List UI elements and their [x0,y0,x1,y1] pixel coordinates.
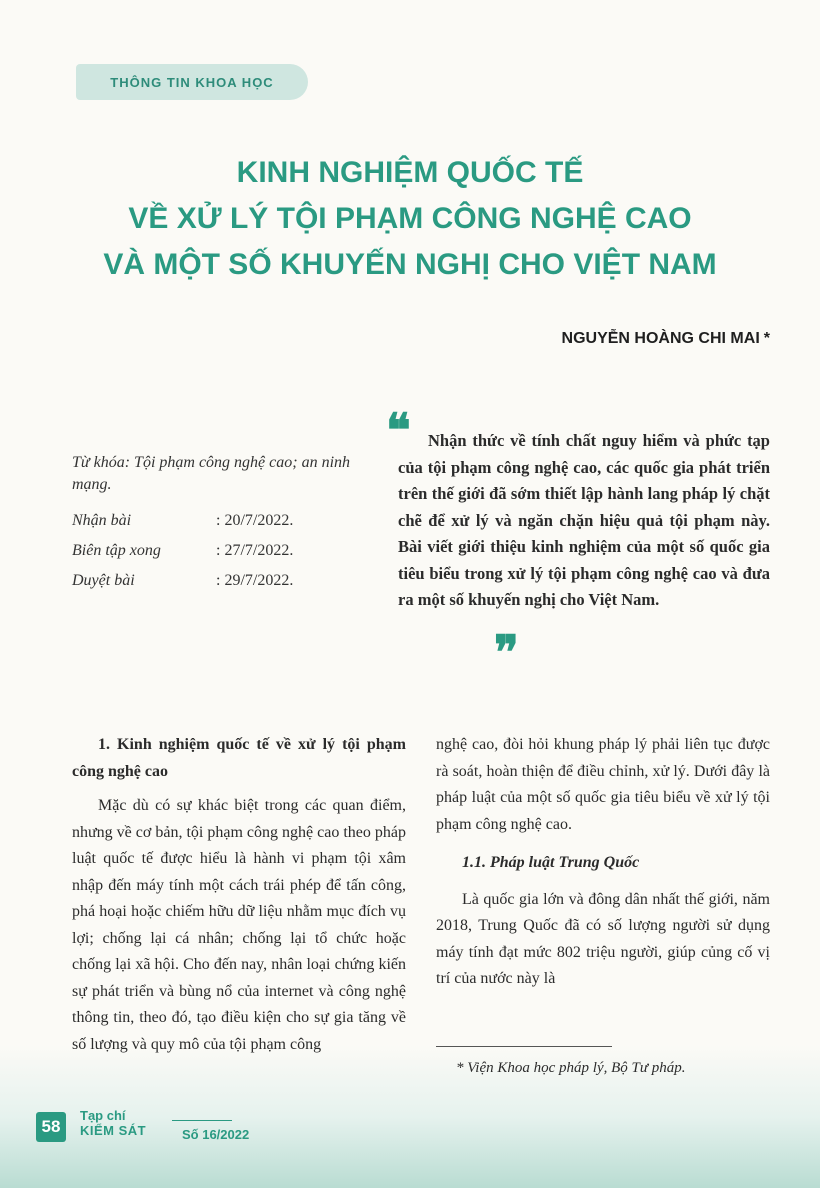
keywords: Từ khóa: Tội phạm công nghệ cao; an ninh mạng. [72,454,351,493]
title-line: VÀ MỘT SỐ KHUYẾN NGHỊ CHO VIỆT NAM [103,248,717,281]
date-label: Duyệt bài [72,572,135,589]
body-paragraph: nghệ cao, đòi hỏi khung pháp lý phải liên tục được rà soát, hoàn thiện để điều chỉnh, xử lý. Dưới đây là pháp luật của một số quốc gia tiêu biểu về xử lý tội phạm công nghệ cao. [436,736,770,833]
left-column [72,732,406,1058]
date-row [72,540,372,562]
date-label: Nhận bài [72,512,132,529]
article-title [60,150,760,288]
date-label: Biên tập xong [72,542,161,559]
date-value: : 29/7/2022. [216,572,294,589]
open-quote-icon: ❝ [386,405,411,456]
close-quote-icon: ❞ [494,627,519,678]
journal-name [80,1108,146,1138]
footer-rule [172,1120,232,1121]
article-metadata [72,452,372,592]
date-row [72,510,372,532]
date-row [72,570,372,592]
date-value: : 27/7/2022. [216,542,294,559]
author-byline [562,330,770,348]
page-number: 58 [36,1112,66,1142]
journal-name-line2: KIỂM SÁT [80,1123,147,1138]
title-line: KINH NGHIỆM QUỐC TẾ [236,156,584,189]
subsection-heading: 1.1. Pháp luật Trung Quốc [462,854,640,871]
abstract: Nhận thức về tính chất nguy hiểm và phức tạp của tội phạm công nghệ cao, các quốc gia phát triển trên thế giới đã sớm thiết lập hành lang pháp lý chặt chẽ để xử lý và ngăn chặn hiệu quả tội phạm này. Bài viết giới thiệu kinh nghiệm của một số quốc gia tiêu biểu trong xử lý tội phạm công nghệ cao và đưa ra một số khuyến nghị cho Việt Nam. [398,431,770,609]
title-line: VỀ XỬ LÝ TỘI PHẠM CÔNG NGHỆ CAO [128,202,692,235]
footnote: * Viện Khoa học pháp lý, Bộ Tư pháp. [456,1060,686,1076]
journal-name-line1: Tạp chí [80,1108,126,1123]
section-tag: THÔNG TIN KHOA HỌC [76,64,308,100]
author-footnote-mark: * [763,330,770,347]
issue-number: Số 16/2022 [182,1127,250,1142]
section-heading: 1. Kinh nghiệm quốc tế về xử lý tội phạm công nghệ cao [72,736,406,780]
date-value: : 20/7/2022. [216,512,294,529]
right-column [436,732,770,993]
body-paragraph: Mặc dù có sự khác biệt trong các quan điểm, nhưng về cơ bản, tội phạm công nghệ cao theo pháp luật quốc tế được hiểu là hành vi phạm tội xâm nhập đến máy tính một cách trái phép để tấn công, phá hoại hoặc chiếm hữu dữ liệu nhằm mục đích vụ lợi; chống lại cá nhân; chống lại tổ chức hoặc chống lại xã hội. Cho đến nay, nhân loại chứng kiến sự phát triển và bùng nổ của internet và công nghệ thông tin, theo đó, tạo điều kiện cho sự gia tăng về số lượng và quy mô của tội phạm công [72,797,406,1053]
footnote-divider [436,1046,612,1047]
body-paragraph: Là quốc gia lớn và đông dân nhất thế giới, năm 2018, Trung Quốc đã có số lượng người sử dụng máy tính đạt mức 802 triệu người, giúp củng cố vị trí của nước này là [436,890,770,987]
author-name: NGUYỄN HOÀNG CHI MAI [561,330,760,347]
